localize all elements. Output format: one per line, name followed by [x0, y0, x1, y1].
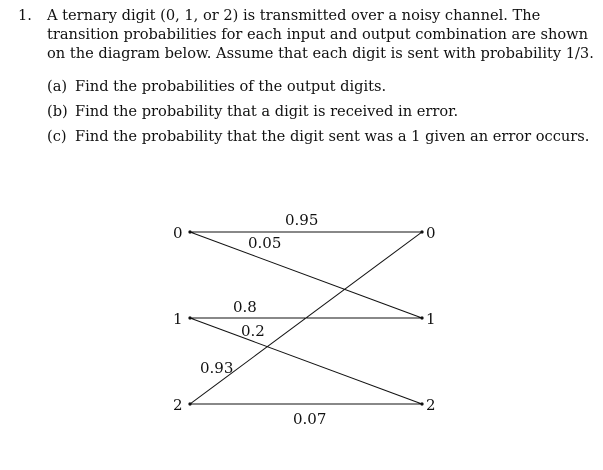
problem-stem: A ternary digit (0, 1, or 2) is transmitted over a noisy channel. The transition probabilities for each input and output combination are shown on the diagram below. Assume that each digit is sent with probability 1/3.	[47, 7, 594, 62]
edge-label-1-to-1: 0.8	[233, 298, 257, 316]
edge-label-0-to-0: 0.95	[285, 211, 319, 229]
part-c-text: Find the probability that the digit sent was a 1 given an error occurs.	[75, 128, 590, 145]
problem-number: 1.	[18, 7, 32, 24]
edge-label-2-to-0: 0.93	[200, 359, 234, 377]
edge-label-1-to-2: 0.2	[241, 322, 265, 340]
output-label-0: 0	[426, 224, 436, 242]
output-label-1: 1	[426, 310, 436, 328]
output-node-1	[420, 316, 423, 319]
input-node-2	[188, 402, 191, 405]
edge-0-to-1	[190, 232, 422, 318]
edge-label-2-to-2: 0.07	[293, 410, 327, 428]
part-b-label: (b)	[47, 103, 68, 120]
part-a-label: (a)	[47, 78, 68, 95]
part-c-label: (c)	[47, 128, 67, 145]
input-label-0: 0	[173, 224, 183, 242]
input-node-1	[188, 316, 191, 319]
output-label-2: 2	[426, 396, 436, 414]
part-b-text: Find the probability that a digit is received in error.	[75, 103, 459, 120]
output-node-0	[420, 230, 423, 233]
input-label-1: 1	[173, 310, 183, 328]
edge-label-0-to-1: 0.05	[248, 234, 282, 252]
input-label-2: 2	[173, 396, 183, 414]
input-node-0	[188, 230, 191, 233]
output-node-2	[420, 402, 423, 405]
part-a-text: Find the probabilities of the output digits.	[75, 78, 387, 95]
